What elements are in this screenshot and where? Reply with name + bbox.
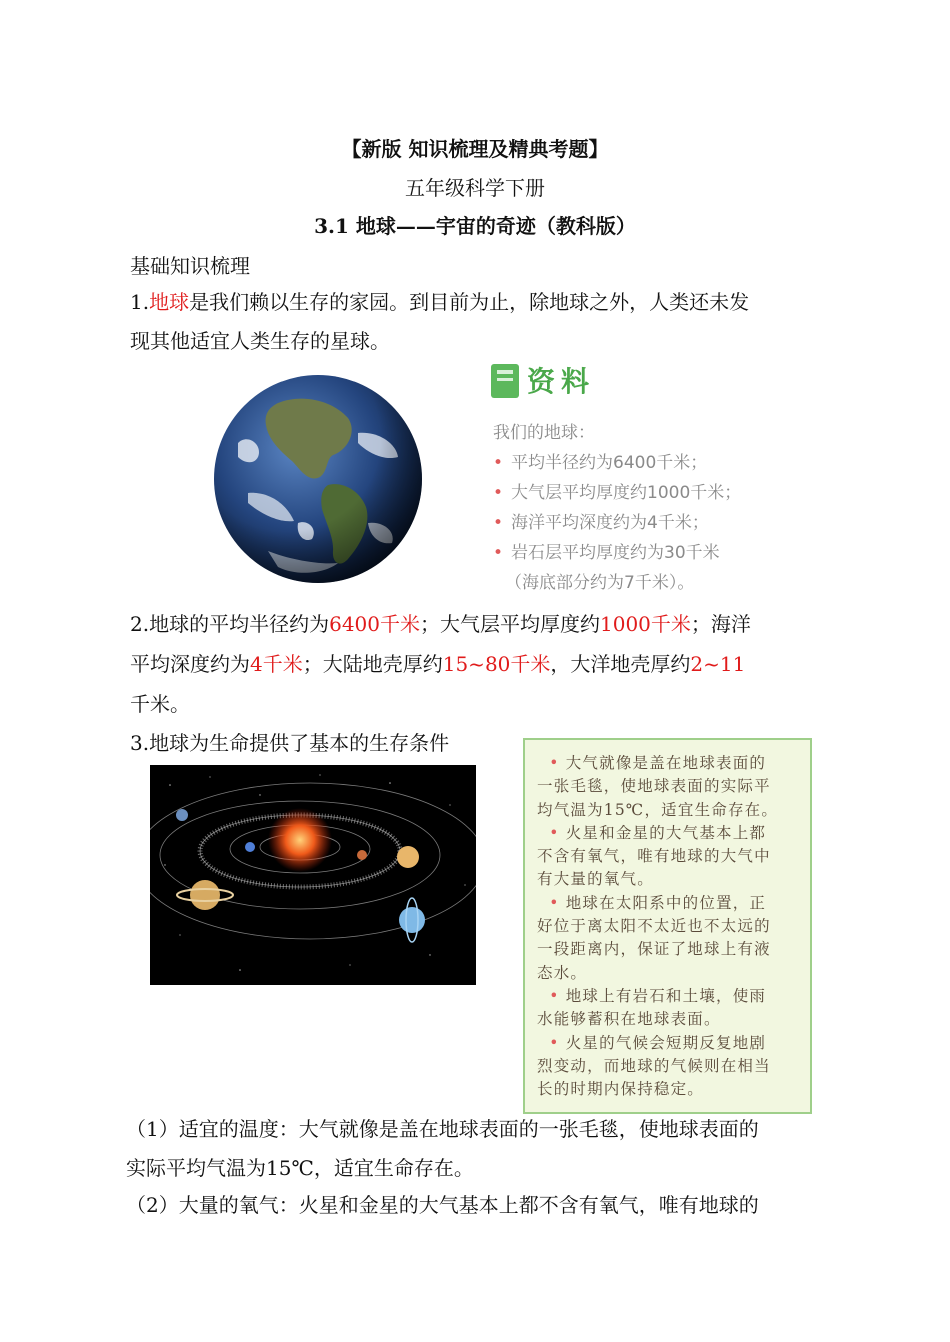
explanation-line: 水能够蓄积在地球表面。	[537, 1010, 721, 1029]
item-1-line-2: 实际平均气温为15℃，适宜生命存在。	[126, 1156, 474, 1180]
explanation-line: 均气温为15℃，适宜生命存在。	[537, 800, 779, 819]
item-2	[126, 1186, 836, 1225]
lesson-title: 3.1 地球——宇宙的奇迹（教科版）	[314, 214, 636, 238]
bullet-icon: •	[537, 986, 566, 1005]
explanation-line: • 火星和金星的大气基本上都	[537, 823, 767, 842]
value-continental-crust: 15~80千米	[442, 652, 551, 676]
bullet-icon: •	[537, 1033, 566, 1052]
reference-item: • 大气层平均厚度约1000千米；	[493, 483, 742, 503]
bullet-icon: •	[537, 754, 566, 772]
explanation-line: • 大气就像是盖在地球表面的	[537, 754, 767, 772]
paragraph-2: 2.地球的平均半径约为6400千米；大气层平均厚度约1000千米；海洋 平均深度约为4千米；大陆地壳厚约15~80千米，大洋地壳厚约2~11 千米。	[130, 612, 751, 716]
value-oceanic-crust: 2~11	[690, 652, 746, 676]
explanation-box	[523, 738, 812, 1114]
value-radius: 6400千米	[329, 612, 420, 636]
explanation-line: 有大量的氧气。	[537, 870, 654, 889]
earth-image	[208, 373, 428, 585]
value-atmosphere: 1000千米	[600, 612, 691, 636]
bullet-icon: •	[537, 893, 566, 912]
explanation-line: 一段距离内，保证了地球上有液	[537, 940, 771, 959]
explanation-line: • 地球上有岩石和土壤，使雨	[537, 986, 767, 1005]
p1-highlight: 地球	[149, 290, 190, 314]
grade-title: 五年级科学下册	[405, 176, 545, 200]
reference-item: • 海洋平均深度约为4千米；	[493, 513, 709, 533]
book-icon	[491, 364, 519, 398]
paragraph-3-heading: 3.地球为生命提供了基本的生存条件	[130, 731, 450, 755]
reference-item: • 平均半径约为6400千米；	[493, 453, 708, 473]
p1-text-cont: 现其他适宜人类生存的星球。	[130, 329, 390, 353]
explanation-line: 不含有氧气，唯有地球的大气中	[537, 847, 771, 866]
item-2-line-1: （2）大量的氧气：火星和金星的大气基本上都不含有氧气，唯有地球的	[126, 1193, 759, 1217]
document-title: 【新版 知识梳理及精典考题】	[341, 137, 609, 161]
value-ocean-depth: 4千米	[250, 652, 303, 676]
explanation-line: 好位于离太阳不太近也不太远的	[537, 917, 771, 936]
p1-text: 是我们赖以生存的家园。到目前为止，除地球之外，人类还未发	[189, 290, 750, 314]
bullet-icon: •	[537, 823, 566, 842]
reference-title: 资料	[527, 365, 596, 398]
section-heading: 基础知识梳理	[130, 254, 250, 278]
explanation-line: 烈变动，而地球的气候则在相当	[537, 1056, 771, 1075]
explanation-line: 长的时期内保持稳定。	[537, 1080, 705, 1099]
reference-item: • 岩石层平均厚度约为30千米	[493, 543, 720, 563]
solar-system-image	[150, 765, 476, 985]
explanation-line: 一张毛毯，使地球表面的实际平	[537, 777, 771, 796]
reference-intro: 我们的地球：	[493, 423, 595, 443]
p1-number: 1.	[130, 290, 150, 314]
explanation-line: • 地球在太阳系中的位置，正	[537, 893, 767, 912]
item-1	[126, 1110, 836, 1188]
item-1-line-1: （1）适宜的温度：大气就像是盖在地球表面的一张毛毯，使地球表面的	[126, 1117, 759, 1141]
reference-card	[491, 356, 771, 596]
paragraph-1	[130, 283, 830, 361]
reference-tail: （海底部分约为7千米）。	[505, 573, 695, 593]
explanation-line: 态水。	[537, 963, 588, 982]
explanation-line: • 火星的气候会短期反复地剧	[537, 1033, 767, 1052]
